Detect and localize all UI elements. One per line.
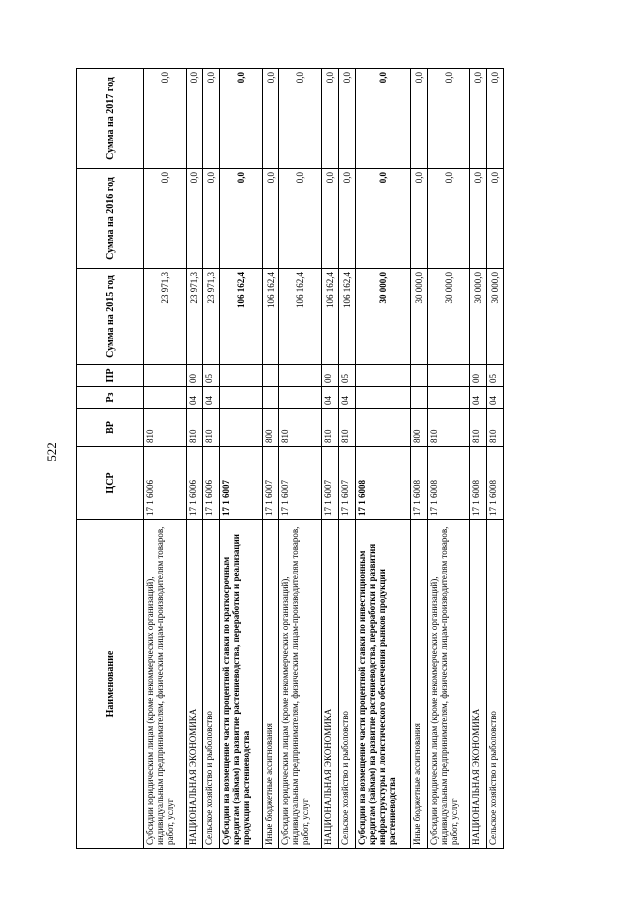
cell-sum-2015: 106 162,4 bbox=[322, 269, 339, 365]
cell-sum-2016: 0,0 bbox=[411, 169, 428, 269]
cell-sum-2016: 0,0 bbox=[470, 169, 487, 269]
cell-vr: 810 bbox=[470, 409, 487, 447]
rotated-table-frame bbox=[76, 69, 504, 849]
header-csr: ЦСР bbox=[77, 447, 144, 520]
cell-name: НАЦИОНАЛЬНАЯ ЭКОНОМИКА bbox=[322, 520, 339, 849]
cell-csr: 17 1 6008 bbox=[355, 447, 410, 520]
cell-sum-2015: 106 162,4 bbox=[220, 269, 263, 365]
cell-sum-2015: 30 000,0 bbox=[470, 269, 487, 365]
cell-name: Сельское хозяйство и рыболовство bbox=[203, 520, 220, 849]
cell-sum-2015: 106 162,4 bbox=[338, 269, 355, 365]
cell-rz bbox=[144, 387, 187, 409]
cell-sum-2015: 106 162,4 bbox=[262, 269, 279, 365]
table-row bbox=[220, 69, 263, 849]
cell-rz: 04 bbox=[338, 387, 355, 409]
page-number: 522 bbox=[44, 442, 59, 462]
cell-pr: 05 bbox=[487, 365, 504, 387]
cell-csr: 17 1 6008 bbox=[487, 447, 504, 520]
cell-sum-2016: 0,0 bbox=[186, 169, 203, 269]
table-row bbox=[411, 69, 428, 849]
cell-name: Иные бюджетные ассигнования bbox=[262, 520, 279, 849]
cell-sum-2016: 0,0 bbox=[262, 169, 279, 269]
header-pr: ПР bbox=[77, 365, 144, 387]
table-row bbox=[186, 69, 203, 849]
header-vr: ВР bbox=[77, 409, 144, 447]
cell-sum-2016: 0,0 bbox=[220, 169, 263, 269]
header-name: Наименование bbox=[77, 520, 144, 849]
cell-sum-2016: 0,0 bbox=[144, 169, 187, 269]
cell-rz: 04 bbox=[203, 387, 220, 409]
table-row bbox=[144, 69, 187, 849]
cell-name: НАЦИОНАЛЬНАЯ ЭКОНОМИКА bbox=[186, 520, 203, 849]
header-sum-2017: Сумма на 2017 год bbox=[77, 69, 144, 169]
cell-pr: 05 bbox=[203, 365, 220, 387]
cell-sum-2015: 23 971,3 bbox=[144, 269, 187, 365]
cell-sum-2017: 0,0 bbox=[427, 69, 470, 169]
table-body bbox=[144, 69, 504, 849]
cell-sum-2016: 0,0 bbox=[487, 169, 504, 269]
cell-vr: 810 bbox=[487, 409, 504, 447]
cell-sum-2017: 0,0 bbox=[144, 69, 187, 169]
cell-pr bbox=[411, 365, 428, 387]
cell-rz: 04 bbox=[470, 387, 487, 409]
cell-name: НАЦИОНАЛЬНАЯ ЭКОНОМИКА bbox=[470, 520, 487, 849]
table-row bbox=[203, 69, 220, 849]
cell-pr: 00 bbox=[470, 365, 487, 387]
cell-csr: 17 1 6007 bbox=[262, 447, 279, 520]
cell-pr bbox=[355, 365, 410, 387]
cell-csr: 17 1 6007 bbox=[220, 447, 263, 520]
cell-vr: 800 bbox=[262, 409, 279, 447]
cell-name: Субсидии на возмещение части процентной ставки по краткосрочным кредитам (займам) на развитие растениеводства, переработки и реализации продукции растениеводства bbox=[220, 520, 263, 849]
cell-pr bbox=[144, 365, 187, 387]
cell-sum-2015: 30 000,0 bbox=[487, 269, 504, 365]
cell-sum-2017: 0,0 bbox=[411, 69, 428, 169]
cell-pr: 00 bbox=[322, 365, 339, 387]
header-sum-2016: Сумма на 2016 год bbox=[77, 169, 144, 269]
cell-sum-2017: 0,0 bbox=[220, 69, 263, 169]
cell-rz: 04 bbox=[322, 387, 339, 409]
cell-rz bbox=[220, 387, 263, 409]
cell-sum-2017: 0,0 bbox=[322, 69, 339, 169]
cell-csr: 17 1 6008 bbox=[411, 447, 428, 520]
cell-sum-2017: 0,0 bbox=[186, 69, 203, 169]
cell-rz bbox=[262, 387, 279, 409]
cell-vr: 810 bbox=[338, 409, 355, 447]
cell-sum-2016: 0,0 bbox=[355, 169, 410, 269]
cell-csr: 17 1 6007 bbox=[322, 447, 339, 520]
cell-vr: 800 bbox=[411, 409, 428, 447]
cell-name: Субсидии юридическим лицам (кроме некоммерческих организаций), индивидуальным предпринимателям, физическим лицам-производителям товаров, работ, услуг bbox=[427, 520, 470, 849]
cell-csr: 17 1 6007 bbox=[279, 447, 322, 520]
cell-sum-2017: 0,0 bbox=[338, 69, 355, 169]
cell-sum-2015: 106 162,4 bbox=[279, 269, 322, 365]
cell-rz: 04 bbox=[186, 387, 203, 409]
cell-csr: 17 1 6006 bbox=[203, 447, 220, 520]
cell-name: Иные бюджетные ассигнования bbox=[411, 520, 428, 849]
cell-pr: 05 bbox=[338, 365, 355, 387]
cell-sum-2015: 23 971,3 bbox=[203, 269, 220, 365]
cell-sum-2017: 0,0 bbox=[487, 69, 504, 169]
header-sum-2015: Сумма на 2015 год bbox=[77, 269, 144, 365]
table-row bbox=[338, 69, 355, 849]
cell-pr bbox=[427, 365, 470, 387]
cell-csr: 17 1 6006 bbox=[186, 447, 203, 520]
cell-sum-2017: 0,0 bbox=[470, 69, 487, 169]
cell-sum-2017: 0,0 bbox=[279, 69, 322, 169]
cell-name: Субсидии юридическим лицам (кроме некоммерческих организаций), индивидуальным предпринимателям, физическим лицам-производителям товаров, работ, услуг bbox=[144, 520, 187, 849]
cell-pr: 00 bbox=[186, 365, 203, 387]
cell-sum-2017: 0,0 bbox=[203, 69, 220, 169]
cell-sum-2016: 0,0 bbox=[338, 169, 355, 269]
cell-rz bbox=[427, 387, 470, 409]
cell-sum-2016: 0,0 bbox=[279, 169, 322, 269]
cell-sum-2017: 0,0 bbox=[262, 69, 279, 169]
cell-sum-2016: 0,0 bbox=[203, 169, 220, 269]
cell-csr: 17 1 6006 bbox=[144, 447, 187, 520]
table-row bbox=[355, 69, 410, 849]
cell-sum-2015: 30 000,0 bbox=[411, 269, 428, 365]
cell-vr bbox=[355, 409, 410, 447]
cell-sum-2015: 23 971,3 bbox=[186, 269, 203, 365]
header-rz: Рз bbox=[77, 387, 144, 409]
table-row bbox=[279, 69, 322, 849]
table-row bbox=[427, 69, 470, 849]
table-row bbox=[487, 69, 504, 849]
cell-rz bbox=[411, 387, 428, 409]
table-header-row bbox=[77, 69, 144, 849]
cell-csr: 17 1 6007 bbox=[338, 447, 355, 520]
table-row bbox=[262, 69, 279, 849]
cell-rz bbox=[279, 387, 322, 409]
cell-sum-2015: 30 000,0 bbox=[427, 269, 470, 365]
cell-sum-2016: 0,0 bbox=[427, 169, 470, 269]
table-row bbox=[470, 69, 487, 849]
cell-name: Сельское хозяйство и рыболовство bbox=[338, 520, 355, 849]
budget-table bbox=[76, 68, 504, 849]
cell-name: Субсидии на возмещение части процентной ставки по инвестиционным кредитам (займам) на развитие растениеводства, переработки и развития инфраструктуры и логистического обеспечения рынков продукции растениеводства bbox=[355, 520, 410, 849]
cell-vr: 810 bbox=[186, 409, 203, 447]
rotated-table-inner bbox=[76, 69, 504, 849]
cell-sum-2016: 0,0 bbox=[322, 169, 339, 269]
cell-sum-2015: 30 000,0 bbox=[355, 269, 410, 365]
cell-sum-2017: 0,0 bbox=[355, 69, 410, 169]
cell-vr: 810 bbox=[144, 409, 187, 447]
cell-vr: 810 bbox=[322, 409, 339, 447]
cell-rz bbox=[355, 387, 410, 409]
cell-pr bbox=[262, 365, 279, 387]
cell-pr bbox=[220, 365, 263, 387]
table-row bbox=[322, 69, 339, 849]
cell-vr: 810 bbox=[427, 409, 470, 447]
cell-name: Сельское хозяйство и рыболовство bbox=[487, 520, 504, 849]
cell-csr: 17 1 6008 bbox=[470, 447, 487, 520]
cell-csr: 17 1 6008 bbox=[427, 447, 470, 520]
cell-vr: 810 bbox=[203, 409, 220, 447]
cell-name: Субсидии юридическим лицам (кроме некоммерческих организаций), индивидуальным предпринимателям, физическим лицам-производителям товаров, работ, услуг bbox=[279, 520, 322, 849]
cell-vr: 810 bbox=[279, 409, 322, 447]
cell-rz: 04 bbox=[487, 387, 504, 409]
cell-vr bbox=[220, 409, 263, 447]
cell-pr bbox=[279, 365, 322, 387]
